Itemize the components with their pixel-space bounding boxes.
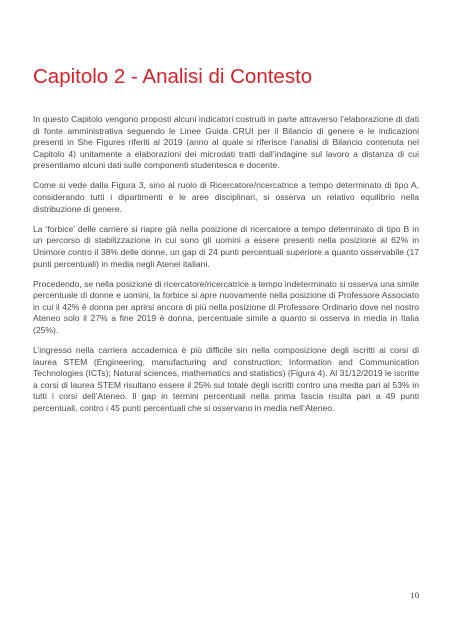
- paragraph-stem: L’ingresso nella carriera accademica è più difficile sin nella composizione degli iscritti ai corsi di laurea STEM (Engineering, manufacturing and construction; Information and Communication Technologies (ICTs); Natural sciences, mathematics and statistics) (Figura 4). Al 31/12/2019 le iscritte a corsi di laurea STEM risultano essere il 25% sul totale degli iscritti contro una media pari al 53% in tutti i corsi dell’Ateneo. Il gap in termini percentuali nella prima fascia risulta pari a 49 punti percentuali, contro i 45 punti percentuali che si osservano in media nell’Ateneo.: [33, 345, 419, 414]
- paragraph-career-gap: La ‘forbice’ delle carriere si riapre già nella posizione di ricercatore a tempo determinato di tipo B in un percorso di stabilizzazione in cui sono gli uomini a essere presenti nella posizione al 62% in Unimore contro il 38% delle donne, un gap di 24 punti percentuali superiore a quanto osservabile (17 punti percentuali) in media negli Atenei italiani.: [33, 223, 419, 269]
- body-text: [33, 114, 419, 423]
- paragraph-professors: Procedendo, se nella posizione di ricercatore/ricercatrice a tempo indeterminato si osserva una simile percentuale di donne e uomini, la forbice si apre nuovamente nella posizione di Professore Associato in cui il 42% è donna per aprirsi ancora di più nella posizione di Professore Ordinario dove nel nostro Ateneo solo il 27% a fine 2019 è donna, percentuale simile a quanto si osserva in media in Italia (25%).: [33, 278, 419, 335]
- page-number: 10: [410, 590, 419, 600]
- paragraph-figure-3: Come si vede dalla Figura 3, sino al ruolo di Ricercatore/ricercatrice a tempo determinato di tipo A, considerando tutti i dipartimenti e le aree disciplinari, si osserva un relativo equilibrio nella distribuzione di genere.: [33, 180, 419, 214]
- paragraph-intro: In questo Capitolo vengono proposti alcuni indicatori costruiti in parte attraverso l’elaborazione di dati di fonte amministrativa seguendo le Linee Guida CRUI per il Bilancio di genere e le indicazioni presenti in She Figures riferiti al 2019 (anno al quale si riferisce l’analisi di Bilancio contenuta nel Capitolo 4) unitamente a elaborazioni dei microdati tratti dall’indagine sul lavoro a distanza di cui presentiamo alcuni dati sulle componenti studentesca e docente.: [33, 114, 419, 171]
- chapter-title: Capitolo 2 - Analisi di Contesto: [33, 65, 313, 88]
